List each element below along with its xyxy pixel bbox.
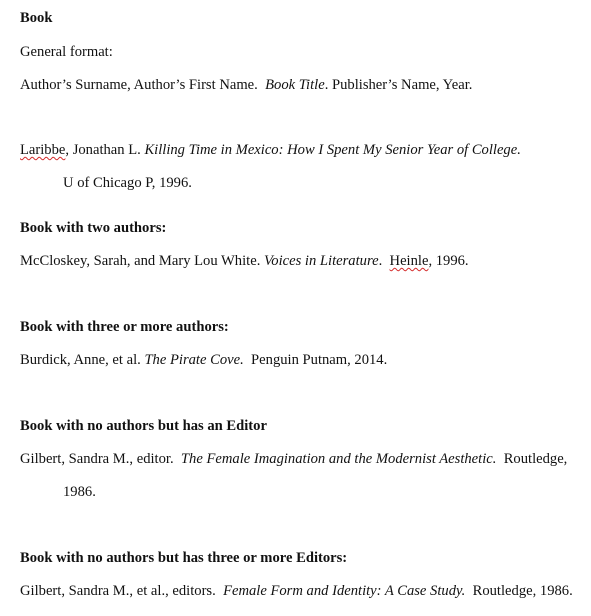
publisher-name: Heinle	[389, 253, 429, 269]
book-title: The Pirate Cove.	[144, 352, 244, 368]
citation-book-example	[20, 141, 521, 159]
editor-names: Gilbert, Sandra M., et al., editors.	[20, 583, 216, 599]
book-title: The Female Imagination and the Modernist Aesthetic.	[180, 451, 497, 467]
format-rest: . Publisher’s Name, Year.	[324, 77, 473, 93]
author-given: , Jonathan L.	[65, 142, 141, 158]
author-surname: Laribbe	[20, 142, 66, 158]
format-title: Book Title	[265, 77, 325, 93]
citation-book-continuation: U of Chicago P, 1996.	[63, 175, 192, 191]
editor-name: Gilbert, Sandra M., editor.	[20, 451, 174, 467]
book-title: Voices in Literature	[264, 253, 379, 269]
heading-editor: Book with no authors but has an Editor	[20, 418, 267, 434]
citation-two-authors: McCloskey, Sarah, and Mary Lou White. Voices in Literature. Heinle, 1996.	[20, 253, 469, 269]
citation-three-authors	[20, 351, 387, 369]
author-names: McCloskey, Sarah, and Mary Lou White.	[20, 253, 261, 269]
publisher-name: Routledge,	[503, 451, 568, 467]
general-format-label: General format:	[20, 44, 113, 60]
heading-two-authors: Book with two authors:	[20, 220, 167, 236]
publication-year: , 1996.	[428, 253, 469, 269]
citation-editor-continuation: 1986.	[63, 484, 96, 500]
heading-three-authors: Book with three or more authors:	[20, 319, 229, 335]
book-title: Killing Time in Mexico: How I Spent My Senior Year of College.	[144, 142, 521, 158]
publisher-year: Routledge, 1986.	[472, 583, 573, 599]
book-title: Female Form and Identity: A Case Study.	[223, 583, 466, 599]
heading-editors: Book with no authors but has three or more Editors:	[20, 550, 348, 566]
citation-editors	[20, 582, 573, 600]
format-names: Author’s Surname, Author’s First Name.	[20, 77, 258, 93]
author-names: Burdick, Anne, et al.	[20, 352, 141, 368]
heading-book: Book	[20, 10, 53, 26]
publisher-year: Penguin Putnam, 2014.	[251, 352, 388, 368]
citation-editor	[20, 450, 567, 468]
general-format-template	[20, 76, 472, 94]
